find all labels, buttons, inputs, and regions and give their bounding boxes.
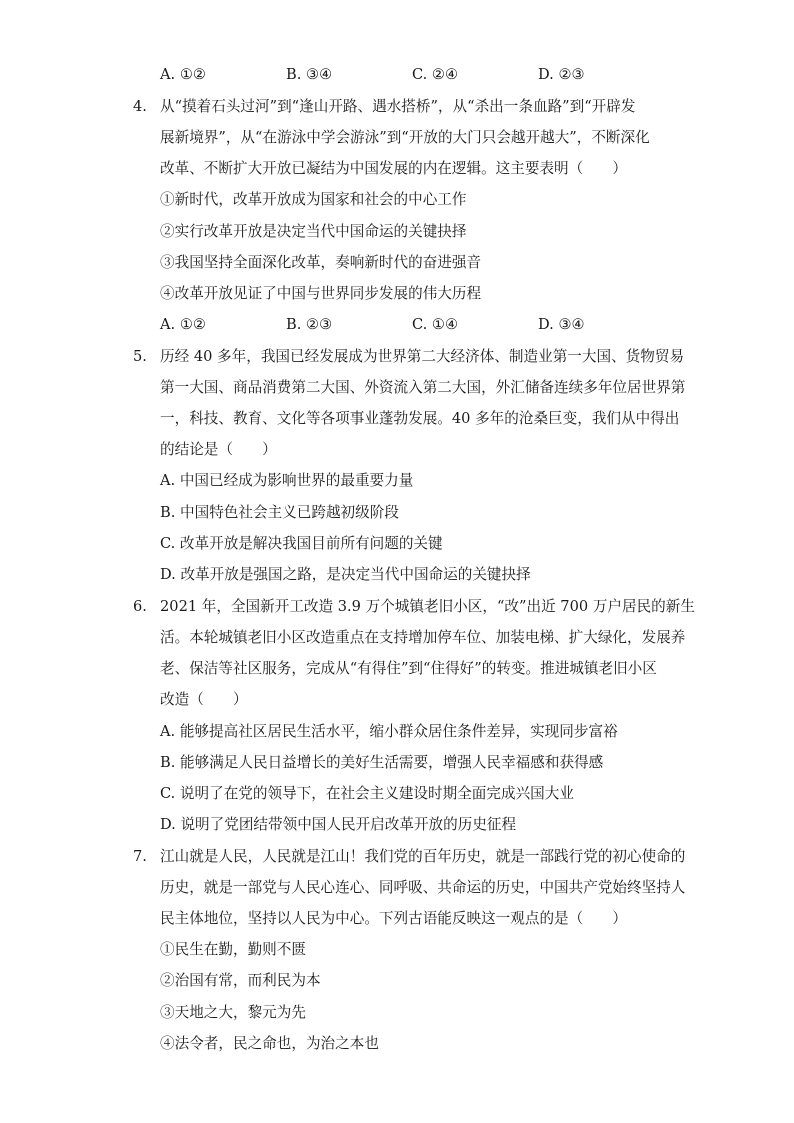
question-stem-line: 展新境界”，从“在游泳中学会游泳”到“开放的大门只会越开越大”，不断深化	[160, 129, 650, 146]
option-d[interactable]: D. 改革开放是强国之路，是决定当代中国命运的关键抉择	[160, 566, 531, 583]
option-a[interactable]: A. 能够提高社区居民生活水平，缩小群众居住条件差异，实现同步富裕	[160, 723, 618, 740]
option-b[interactable]: B. 能够满足人民日益增长的美好生活需要，增强人民幸福感和获得感	[160, 754, 604, 771]
statement-item: ③天地之大，黎元为先	[160, 1004, 306, 1021]
question-stem-line: 改造（ ）	[160, 691, 248, 708]
question-stem-line: 一，科技、教育、文化等各项事业蓬勃发展。40 多年的沧桑巨变，我们从中得出	[160, 410, 680, 427]
option-c[interactable]: C. ①④	[412, 316, 459, 333]
option-a[interactable]: A. 中国已经成为影响世界的最重要力量	[160, 472, 414, 489]
option-a[interactable]: A. ①②	[160, 66, 206, 83]
statement-item: ④法令者，民之命也，为治之本也	[160, 1035, 379, 1052]
option-b[interactable]: B. ②③	[286, 316, 333, 333]
option-c[interactable]: C. 改革开放是解决我国目前所有问题的关键	[160, 535, 443, 552]
question-stem-line: 的结论是（ ）	[160, 441, 277, 458]
question-stem-line: 第一大国、商品消费第二大国、外资流入第二大国，外汇储备连续多年位居世界第	[160, 379, 686, 396]
statement-item: ①新时代，改革开放成为国家和社会的中心工作	[160, 191, 467, 208]
question-stem-line: 历史，就是一部党与人民心连心、同呼吸、共命运的历史，中国共产党始终坚持人	[160, 879, 686, 896]
option-d[interactable]: D. ③④	[538, 316, 585, 333]
option-d[interactable]: D. 说明了党团结带领中国人民开启改革开放的历史征程	[160, 816, 517, 833]
statement-item: ①民生在勤，勤则不匮	[160, 941, 306, 958]
statement-item: ②实行改革开放是决定当代中国命运的关键抉择	[160, 223, 467, 240]
question-stem-line: 老、保洁等社区服务，完成从“有得住”到“住得好”的转变。推进城镇老旧小区	[160, 660, 657, 677]
question-stem-line: 历经 40 多年，我国已经发展成为世界第二大经济体、制造业第一大国、货物贸易	[160, 348, 685, 365]
question-stem-line: 活。本轮城镇老旧小区改造重点在支持增加停车位、加装电梯、扩大绿化，发展养	[160, 629, 686, 646]
statement-item: ②治国有常，而利民为本	[160, 972, 321, 989]
statement-item: ③我国坚持全面深化改革，奏响新时代的奋进强音	[160, 254, 482, 271]
option-c[interactable]: C. ②④	[412, 66, 459, 83]
option-b[interactable]: B. 中国特色社会主义已跨越初级阶段	[160, 504, 399, 521]
question-stem-line: 江山就是人民，人民就是江山！我们党的百年历史，就是一部践行党的初心使命的	[160, 848, 686, 865]
question-stem-line: 从“摸着石头过河”到“逢山开路、遇水搭桥”，从“杀出一条血路”到“开辟发	[160, 98, 636, 115]
question-stem-line: 民主体地位，坚持以人民为中心。下列古语能反映这一观点的是（ ）	[160, 910, 628, 927]
question-stem-line: 2021 年，全国新开工改造 3.9 万个城镇老旧小区，“改”出近 700 万户居民的新生	[160, 598, 695, 615]
question-number: 4.	[133, 98, 147, 115]
option-b[interactable]: B. ③④	[286, 66, 333, 83]
option-a[interactable]: A. ①②	[160, 316, 206, 333]
option-c[interactable]: C. 说明了在党的领导下，在社会主义建设时期全面完成兴国大业	[160, 785, 574, 802]
option-d[interactable]: D. ②③	[538, 66, 585, 83]
question-number: 5.	[133, 348, 147, 365]
question-stem-line: 改革、不断扩大开放已凝结为中国发展的内在逻辑。这主要表明（ ）	[160, 160, 628, 177]
question-number: 6.	[133, 598, 147, 615]
statement-item: ④改革开放见证了中国与世界同步发展的伟大历程	[160, 285, 482, 302]
question-number: 7.	[133, 848, 147, 865]
